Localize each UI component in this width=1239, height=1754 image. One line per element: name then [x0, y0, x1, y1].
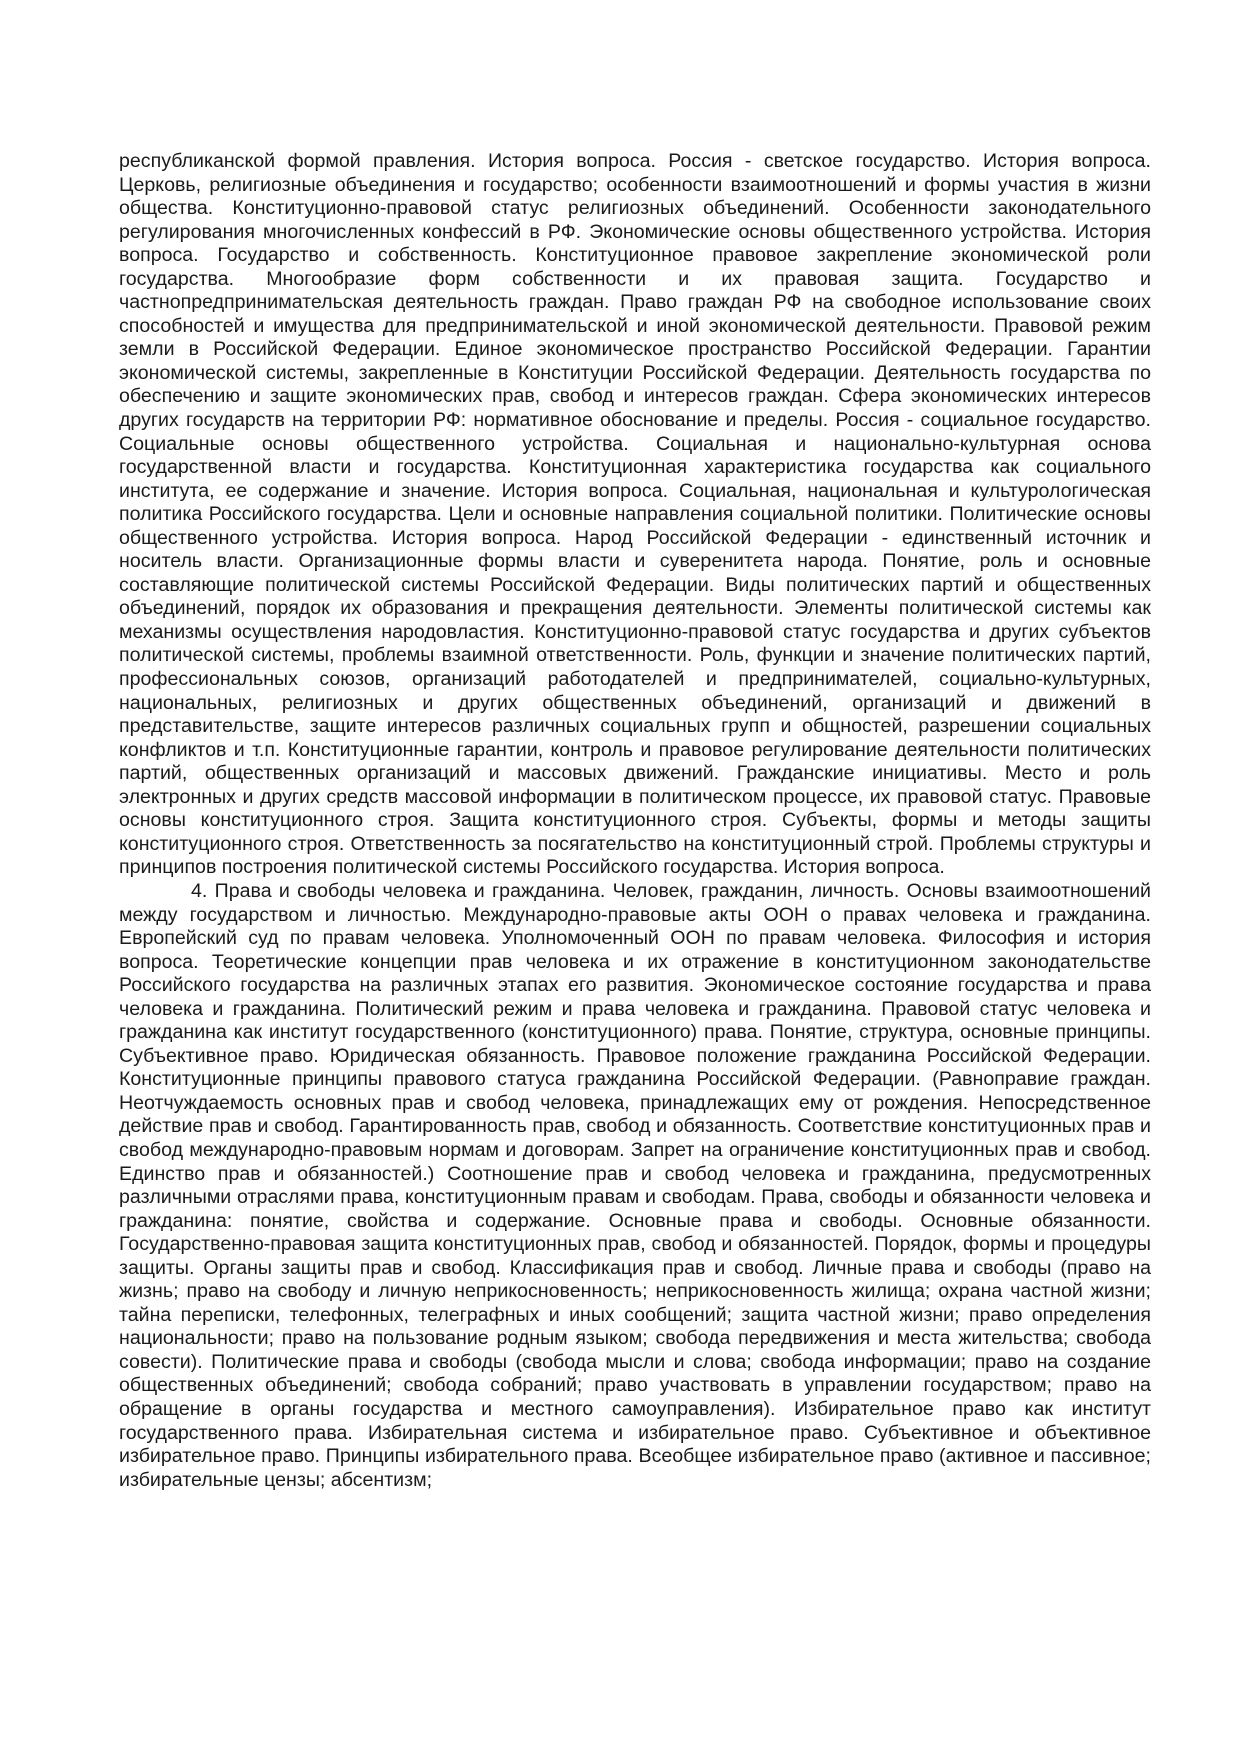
body-paragraph-section-4: 4. Права и свободы человека и гражданина. Человек, гражданин, личность. Основы взаимоотношений между государством и личностью. Международно-правовые акты ООН о правах человека и гражданина. Европейский суд по правам человека. Уполномоченный ООН по правам человека. Философия и история вопроса. Теоретические концепции прав человека и их отражение в конституционном законодательстве Российского государства на различных этапах его развития. Экономическое состояние государства и права человека и гражданина. Политический режим и права человека и гражданина. Правовой статус человека и гражданина как институт государственного (конституционного) права. Понятие, структура, основные принципы. Субъективное право. Юридическая обязанность. Правовое положение гражданина Российской Федерации. Конституционные принципы правового статуса гражданина Российской Федерации. (Равноправие граждан. Неотчуждаемость основных прав и свобод человека, принадлежащих ему от рождения. Непосредственное действие прав и свобод. Гарантированность прав, свобод и обязанность. Соответствие конституционных прав и свобод международно-правовым нормам и договорам. Запрет на ограничение конституционных прав и свобод. Единство прав и обязанностей.) Соотношение прав и свобод человека и гражданина, предусмотренных различными отраслями права, конституционным правам и свободам. Права, свободы и обязанности человека и гражданина: понятие, свойства и содержание. Основные права и свободы. Основные обязанности. Государственно-правовая защита конституционных прав, свобод и обязанностей. Порядок, формы и процедуры защиты. Органы защиты прав и свобод. Классификация прав и свобод. Личные права и свободы (право на жизнь; право на свободу и личную неприкосновенность; неприкосновенность жилища; охрана частной жизни; тайна переписки, телефонных, телеграфных и иных сообщений; защита частной жизни; право определения национальности; право на пользование родным языком; свобода передвижения и места жительства; свобода совести). Политические права и свободы (свобода мысли и слова; свобода информации; право на создание общественных объединений; свобода собраний; право участвовать в управлении государством; право на обращение в органы государства и местного самоуправления). Избирательное право как институт государственного права. Избирательная система и избирательное право. Субъективное и объективное избирательное право. Принципы избирательного права. Всеобщее избирательное право (активное и пассивное; избирательные цензы; абсентизм; — [119, 879, 1151, 1491]
body-paragraph-continued: республиканской формой правления. История вопроса. Россия - светское государство. История вопроса. Церковь, религиозные объединения и государство; особенности взаимоотношений и формы участия в жизни общества. Конституционно-правовой статус религиозных объединений. Особенности законодательного регулирования многочисленных конфессий в РФ. Экономические основы общественного устройства. История вопроса. Государство и собственность. Конституционное правовое закрепление экономической роли государства. Многообразие форм собственности и их правовая защита. Государство и частнопредпринимательская деятельность граждан. Право граждан РФ на свободное использование своих способностей и имущества для предпринимательской и иной экономической деятельности. Правовой режим земли в Российской Федерации. Единое экономическое пространство Российской Федерации. Гарантии экономической системы, закрепленные в Конституции Российской Федерации. Деятельность государства по обеспечению и защите экономических прав, свобод и интересов граждан. Сфера экономических интересов других государств на территории РФ: нормативное обоснование и пределы. Россия - социальное государство. Социальные основы общественного устройства. Социальная и национально-культурная основа государственной власти и государства. Конституционная характеристика государства как социального института, ее содержание и значение. История вопроса. Социальная, национальная и культурологическая политика Российского государства. Цели и основные направления социальной политики. Политические основы общественного устройства. История вопроса. Народ Российской Федерации - единственный источник и носитель власти. Организационные формы власти и суверенитета народа. Понятие, роль и основные составляющие политической системы Российской Федерации. Виды политических партий и общественных объединений, порядок их образования и прекращения деятельности. Элементы политической системы как механизмы осуществления народовластия. Конституционно-правовой статус государства и других субъектов политической системы, проблемы взаимной ответственности. Роль, функции и значение политических партий, профессиональных союзов, организаций работодателей и предпринимателей, социально-культурных, национальных, религиозных и других общественных объединений, организаций и движений в представительстве, защите интересов различных социальных групп и общностей, разрешении социальных конфликтов и т.п. Конституционные гарантии, контроль и правовое регулирование деятельности политических партий, общественных организаций и массовых движений. Гражданские инициативы. Место и роль электронных и других средств массовой информации в политическом процессе, их правовой статус. Правовые основы конституционного строя. Защита конституционного строя. Субъекты, формы и методы защиты конституционного строя. Ответственность за посягательство на конституционный строй. Проблемы структуры и принципов построения политической системы Российского государства. История вопроса. — [119, 150, 1151, 879]
document-page — [119, 150, 1151, 1492]
